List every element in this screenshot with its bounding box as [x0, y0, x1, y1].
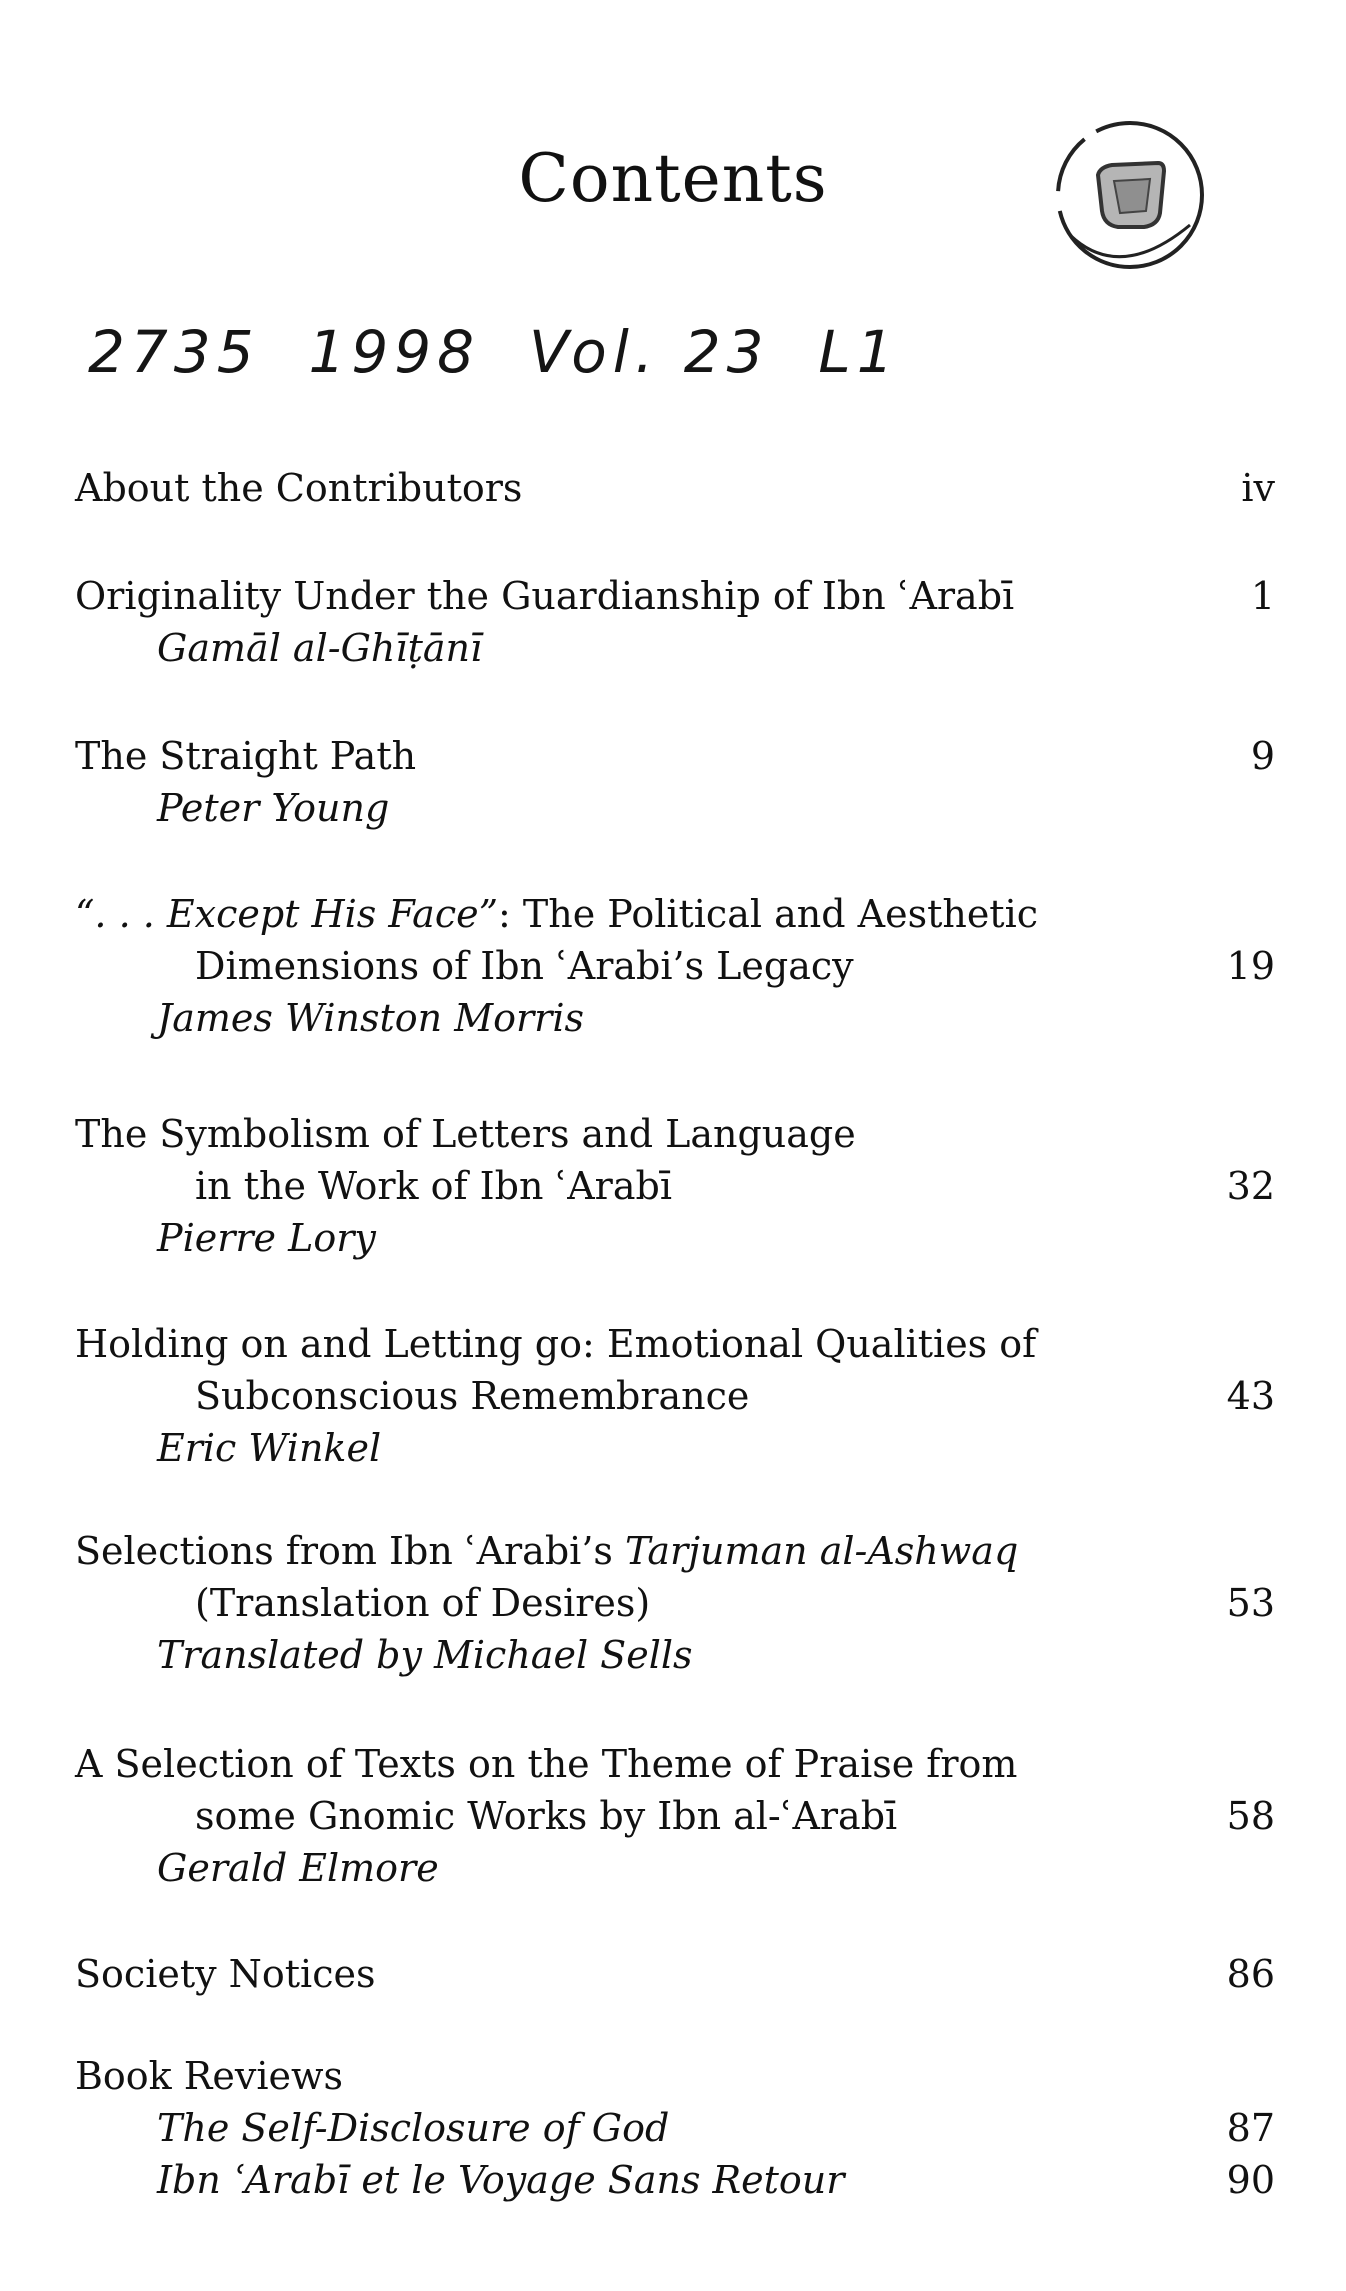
review-title: Ibn ʿArabī et le Voyage Sans Retour — [157, 2158, 845, 2202]
entry-line — [75, 1948, 1275, 2000]
page-number: 43 — [1226, 1374, 1275, 1418]
entry-line — [75, 1318, 1275, 1370]
entry-line — [75, 2050, 1275, 2102]
page-number: 9 — [1250, 734, 1275, 778]
entry-line-continued — [75, 1790, 1275, 1842]
page-number: 58 — [1226, 1794, 1275, 1838]
entry-line-continued — [75, 1577, 1275, 1629]
review-line — [75, 2102, 1275, 2154]
entry-author: Pierre Lory — [157, 1216, 376, 1260]
entry-title: : The Political and Aesthetic — [498, 892, 1039, 936]
entry-title: The Symbolism of Letters and Language — [75, 1112, 856, 1156]
toc-entry — [75, 1108, 1275, 1264]
entry-title: Selections from Ibn ʿArabi’s — [75, 1529, 625, 1573]
toc-entry — [75, 730, 1275, 834]
entry-title: Book Reviews — [75, 2054, 344, 2098]
entry-title-continued: Subconscious Remembrance — [195, 1374, 750, 1418]
entry-author: Eric Winkel — [157, 1426, 382, 1470]
toc-entry — [75, 1738, 1275, 1894]
entry-line-continued — [75, 1370, 1275, 1422]
entry-line — [75, 730, 1275, 782]
entry-author: Translated by Michael Sells — [157, 1633, 693, 1677]
entry-title-continued: some Gnomic Works by Ibn al-ʿArabī — [195, 1794, 898, 1838]
toc-entry — [75, 462, 1275, 514]
entry-title: Originality Under the Guardianship of Ibn ʿArabī — [75, 574, 1015, 618]
entry-line — [75, 570, 1275, 622]
entry-title: Society Notices — [75, 1952, 376, 1996]
review-title: The Self-Disclosure of God — [157, 2106, 670, 2150]
entry-line — [75, 1738, 1275, 1790]
toc-entry — [75, 1948, 1275, 2000]
entry-title: Holding on and Letting go: Emotional Qualities of — [75, 1322, 1037, 1366]
toc-entry — [75, 1525, 1275, 1681]
entry-title-italic: “. . . Except His Face” — [75, 892, 499, 936]
entry-author: Gerald Elmore — [157, 1846, 439, 1890]
entry-line — [75, 462, 1275, 514]
entry-title-continued: Dimensions of Ibn ʿArabi’s Legacy — [195, 944, 854, 988]
page-title: Contents — [518, 140, 828, 217]
entry-author: Gamāl al-Ghīṭānī — [157, 626, 483, 670]
page-number: iv — [1241, 466, 1275, 510]
entry-line — [75, 888, 1275, 940]
entry-line — [75, 1108, 1275, 1160]
entry-line-continued — [75, 1160, 1275, 1212]
entry-line — [75, 1525, 1275, 1577]
page-number: 53 — [1226, 1581, 1275, 1625]
entry-author: James Winston Morris — [157, 996, 584, 1040]
entry-title-continued: in the Work of Ibn ʿArabī — [195, 1164, 672, 1208]
page-number: 87 — [1226, 2106, 1275, 2150]
toc-entry — [75, 888, 1275, 1044]
page-number: 1 — [1250, 574, 1275, 618]
review-line — [75, 2154, 1275, 2206]
page-number: 90 — [1226, 2158, 1275, 2202]
entry-title: A Selection of Texts on the Theme of Praise from — [75, 1742, 1018, 1786]
entry-title-continued: (Translation of Desires) — [195, 1581, 651, 1625]
entry-author: Peter Young — [157, 786, 390, 830]
page-number: 32 — [1226, 1164, 1275, 1208]
entry-title: The Straight Path — [75, 734, 417, 778]
entry-title-italic: Tarjuman al-Ashwaq — [624, 1529, 1019, 1573]
entry-title: About the Contributors — [75, 466, 523, 510]
page-number: 19 — [1226, 944, 1275, 988]
entry-line-continued — [75, 940, 1275, 992]
handwritten-note: 2735 1998 Vol. 23 L1 — [88, 318, 900, 386]
page-number: 86 — [1226, 1952, 1275, 1996]
toc-entry — [75, 570, 1275, 674]
toc-entry — [75, 1318, 1275, 1474]
toc-entry — [75, 2050, 1275, 2206]
library-stamp-icon — [1040, 105, 1215, 280]
